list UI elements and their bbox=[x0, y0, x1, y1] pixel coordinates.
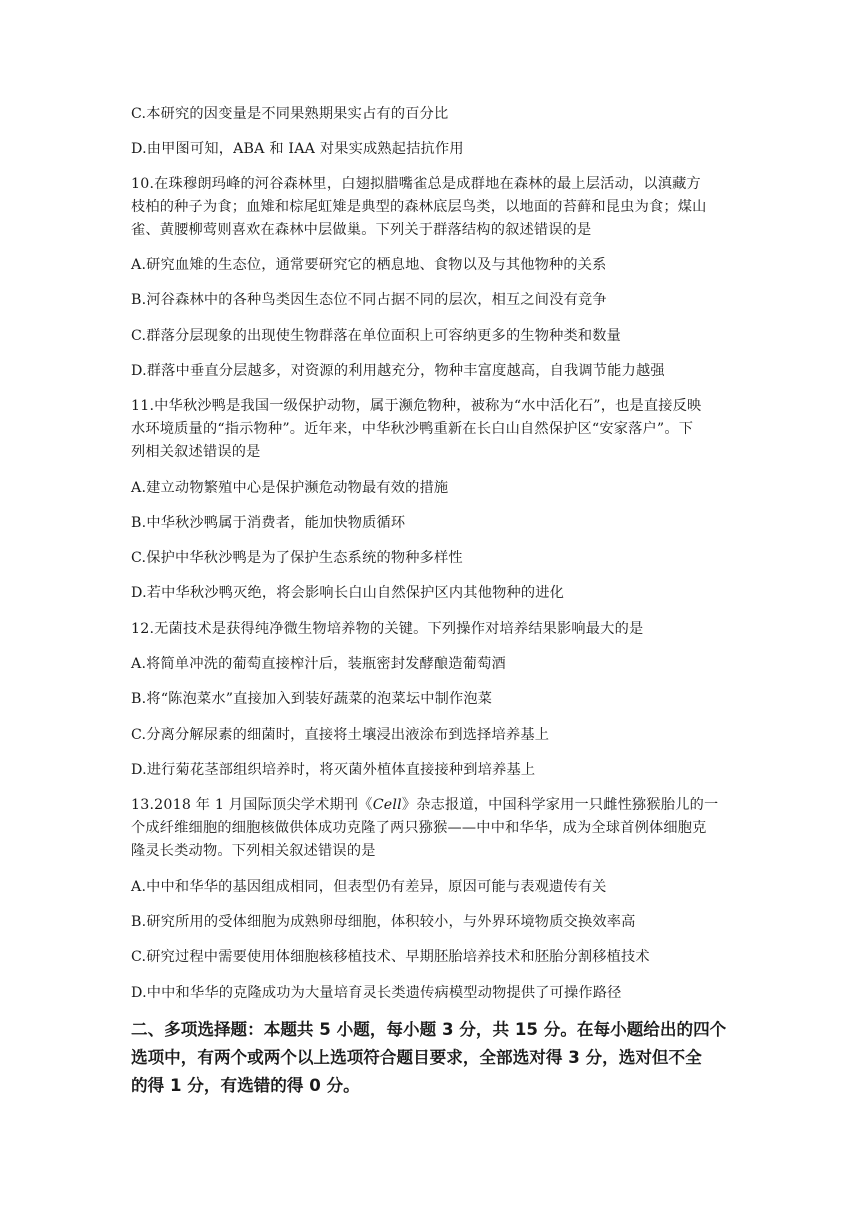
q13-stem-line-2: 个成纤维细胞的细胞核做供体成功克隆了两只猕猴——中中和华华，成为全球首例体细胞克 bbox=[131, 820, 707, 836]
q12-option-a: A.将简单冲洗的葡萄直接榨汁后，装瓶密封发酵酿造葡萄酒 bbox=[131, 656, 506, 672]
q11-option-b: B.中华秋沙鸭属于消费者，能加快物质循环 bbox=[131, 515, 406, 531]
q11-option-a: A.建立动物繁殖中心是保护濒危动物最有效的措施 bbox=[131, 480, 449, 496]
q10-stem-line-1: 10.在珠穆朗玛峰的河谷森林里，白翅拟腊嘴雀总是成群地在森林的最上层活动，以滇藏方 bbox=[131, 176, 701, 192]
q13-stem-line-1 bbox=[131, 795, 731, 815]
q12-option-c: C.分离分解尿素的细菌时，直接将土壤浸出液涂布到选择培养基上 bbox=[131, 727, 550, 743]
q10-stem-line-3: 雀、黄腰柳莺则喜欢在森林中层做巢。下列关于群落结构的叙述错误的是 bbox=[131, 222, 592, 238]
q12-option-b: B.将“陈泡菜水”直接加入到装好蔬菜的泡菜坛中制作泡菜 bbox=[131, 691, 493, 707]
q10-option-d: D.群落中垂直分层越多，对资源的利用越充分，物种丰富度越高，自我调节能力越强 bbox=[131, 363, 665, 379]
section2-heading-line-3: 的得 1 分，有选错的得 0 分。 bbox=[131, 1076, 360, 1095]
q10-stem-line-2: 枝柏的种子为食；血雉和棕尾虹雉是典型的森林底层鸟类，以地面的苔藓和昆虫为食；煤山 bbox=[131, 199, 707, 215]
q10-option-a: A.研究血雉的生态位，通常要研究它的栖息地、食物以及与其他物种的关系 bbox=[131, 257, 607, 273]
q13-option-a: A.中中和华华的基因组成相同，但表型仍有差异，原因可能与表观遗传有关 bbox=[131, 879, 607, 895]
q11-option-d: D.若中华秋沙鸭灭绝，将会影响长白山自然保护区内其他物种的进化 bbox=[131, 585, 565, 601]
q12-stem-line-1: 12.无菌技术是获得纯净微生物培养物的关键。下列操作对培养结果影响最大的是 bbox=[131, 621, 644, 637]
q9-option-c: C.本研究的因变量是不同果熟期果实占有的百分比 bbox=[131, 106, 449, 122]
q11-stem-line-1: 11.中华秋沙鸭是我国一级保护动物，属于濒危物种，被称为“水中活化石”，也是直接反映 bbox=[131, 398, 702, 414]
q13-stem-line-3: 隆灵长类动物。下列相关叙述错误的是 bbox=[131, 843, 376, 859]
section2-heading-line-1: 二、多项选择题：本题共 5 小题，每小题 3 分，共 15 分。在每小题给出的四个 bbox=[131, 1020, 727, 1039]
q12-option-d: D.进行菊花茎部组织培养时，将灭菌外植体直接接种到培养基上 bbox=[131, 762, 536, 778]
q11-stem-line-3: 列相关叙述错误的是 bbox=[131, 444, 261, 460]
q9-option-d: D.由甲图可知，ABA 和 IAA 对果实成熟起拮抗作用 bbox=[131, 141, 464, 157]
section2-heading-line-2: 选项中，有两个或两个以上选项符合题目要求，全部选对得 3 分，选对但不全 bbox=[131, 1048, 702, 1067]
q13-option-c: C.研究过程中需要使用体细胞核移植技术、早期胚胎培养技术和胚胎分割移植技术 bbox=[131, 949, 650, 965]
q13-stem-text-a: 13.2018 年 1 月国际顶尖学术期刊《 bbox=[131, 797, 373, 813]
q13-option-d: D.中中和华华的克隆成功为大量培育灵长类遗传病模型动物提供了可操作路径 bbox=[131, 985, 622, 1001]
q13-journal-name: Cell bbox=[372, 797, 402, 813]
q13-option-b: B.研究所用的受体细胞为成熟卵母细胞，体积较小，与外界环境物质交换效率高 bbox=[131, 914, 636, 930]
q13-stem-text-b: 》杂志报道，中国科学家用一只雌性猕猴胎儿的一 bbox=[401, 797, 719, 813]
q10-option-c: C.群落分层现象的出现使生物群落在单位面积上可容纳更多的生物种类和数量 bbox=[131, 328, 622, 344]
q10-option-b: B.河谷森林中的各种鸟类因生态位不同占据不同的层次，相互之间没有竞争 bbox=[131, 292, 607, 308]
q11-stem-line-2: 水环境质量的“指示物种”。近年来，中华秋沙鸭重新在长白山自然保护区“安家落户”。下 bbox=[131, 421, 694, 437]
q11-option-c: C.保护中华秋沙鸭是为了保护生态系统的物种多样性 bbox=[131, 550, 463, 566]
